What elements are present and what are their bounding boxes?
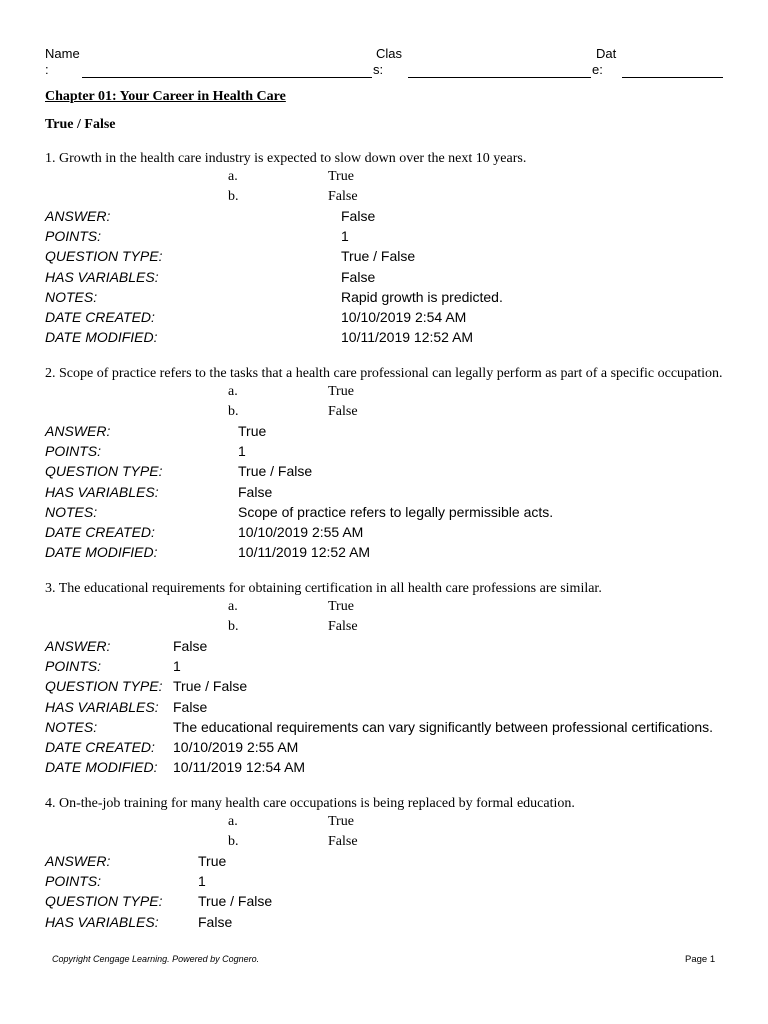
- date-created-row: [45, 307, 745, 327]
- option-letter: a.: [228, 384, 238, 399]
- date-created-label: DATE CREATED:: [45, 523, 155, 540]
- option-letter: b.: [228, 188, 239, 204]
- date-modified-row: [45, 757, 745, 777]
- has-variables-label: HAS VARIABLES:: [45, 698, 159, 715]
- points-value: 1: [341, 228, 349, 245]
- notes-value: Rapid growth is predicted.: [341, 288, 503, 305]
- option-b: [45, 402, 745, 422]
- has-variables-row: [45, 697, 745, 717]
- date-created-value: 10/10/2019 2:54 AM: [341, 308, 467, 325]
- has-variables-value: False: [238, 483, 273, 500]
- option-value: False: [328, 618, 358, 634]
- answer-label: ANSWER:: [45, 853, 111, 869]
- date-modified-row: [45, 542, 745, 562]
- name-label: Name: [45, 46, 80, 61]
- points-label: POINTS:: [45, 443, 102, 460]
- option-b: [45, 187, 745, 207]
- date-modified-value: 10/11/2019 12:52 AM: [238, 544, 371, 561]
- points-label: POINTS:: [45, 873, 102, 890]
- footer-copyright: Copyright Cengage Learning. Powered by Cognero.: [52, 954, 260, 964]
- answer-label: ANSWER:: [45, 423, 111, 439]
- option-letter: a.: [228, 169, 238, 184]
- option-a: [45, 812, 745, 832]
- option-letter: b.: [228, 403, 239, 419]
- notes-row: [45, 287, 745, 307]
- has-variables-row: [45, 912, 745, 932]
- points-row: [45, 441, 745, 461]
- section-title: True / False: [45, 117, 116, 132]
- has-variables-value: False: [173, 698, 208, 715]
- has-variables-label: HAS VARIABLES:: [45, 483, 159, 500]
- notes-value: The educational requirements can vary significantly between professional certifications.: [173, 718, 714, 735]
- option-value: False: [328, 833, 358, 849]
- points-label: POINTS:: [45, 658, 102, 675]
- question-type-label: QUESTION TYPE:: [45, 463, 163, 480]
- option-a: [45, 597, 745, 617]
- answer-row: [45, 206, 745, 226]
- option-value: True: [328, 384, 354, 399]
- notes-row: [45, 717, 745, 737]
- question-4: [45, 796, 745, 932]
- points-value: 1: [238, 443, 246, 460]
- question-type-value: True / False: [341, 248, 416, 265]
- date-modified-label: DATE MODIFIED:: [45, 759, 158, 776]
- question-type-row: [45, 676, 745, 696]
- points-value: 1: [173, 658, 181, 675]
- has-variables-row: [45, 267, 745, 287]
- has-variables-label: HAS VARIABLES:: [45, 913, 159, 930]
- date-created-row: [45, 522, 745, 542]
- date-label: Dat: [596, 46, 617, 61]
- answer-value: True: [198, 853, 227, 869]
- notes-label: NOTES:: [45, 718, 98, 735]
- question-type-label: QUESTION TYPE:: [45, 248, 163, 265]
- class-underline: [408, 77, 591, 78]
- name-label-colon: :: [45, 62, 49, 77]
- has-variables-value: False: [198, 913, 233, 930]
- date-modified-label: DATE MODIFIED:: [45, 544, 158, 561]
- date-created-value: 10/10/2019 2:55 AM: [173, 738, 299, 755]
- option-value: False: [328, 188, 358, 204]
- question-type-value: True / False: [198, 893, 273, 910]
- points-label: POINTS:: [45, 228, 102, 245]
- answer-value: False: [341, 208, 376, 224]
- notes-value: Scope of practice refers to legally permissible acts.: [238, 503, 554, 520]
- answer-label: ANSWER:: [45, 638, 111, 654]
- answer-value: True: [238, 423, 267, 439]
- question-3: [45, 581, 745, 777]
- question-type-label: QUESTION TYPE:: [45, 678, 163, 695]
- date-underline: [622, 77, 723, 78]
- notes-row: [45, 502, 745, 522]
- option-b: [45, 617, 745, 637]
- option-b: [45, 832, 745, 852]
- option-letter: a.: [228, 599, 238, 614]
- notes-label: NOTES:: [45, 288, 98, 305]
- option-a: [45, 167, 745, 187]
- option-letter: a.: [228, 814, 238, 829]
- option-letter: b.: [228, 618, 239, 634]
- class-label: Clas: [376, 46, 403, 61]
- points-row: [45, 656, 745, 676]
- has-variables-value: False: [341, 268, 376, 285]
- date-modified-value: 10/11/2019 12:52 AM: [341, 329, 474, 346]
- date-modified-row: [45, 327, 745, 347]
- points-row: [45, 226, 745, 246]
- answer-row: [45, 421, 745, 441]
- question-type-row: [45, 246, 745, 266]
- question-1: [45, 151, 745, 347]
- question-2: [45, 366, 745, 562]
- option-value: True: [328, 599, 354, 614]
- option-value: True: [328, 814, 354, 829]
- question-type-value: True / False: [173, 678, 248, 695]
- answer-row: [45, 636, 745, 656]
- class-label-suffix: s:: [373, 62, 384, 77]
- name-underline: [82, 77, 372, 78]
- question-type-label: QUESTION TYPE:: [45, 893, 163, 910]
- notes-label: NOTES:: [45, 503, 98, 520]
- question-text: 2. Scope of practice refers to the tasks that a health care professional can legally perform as part of a specific occupation.: [45, 366, 723, 381]
- date-created-label: DATE CREATED:: [45, 738, 155, 755]
- date-created-label: DATE CREATED:: [45, 308, 155, 325]
- date-modified-label: DATE MODIFIED:: [45, 329, 158, 346]
- footer-page-number: Page 1: [685, 954, 716, 965]
- answer-label: ANSWER:: [45, 208, 111, 224]
- question-type-row: [45, 891, 745, 911]
- points-value: 1: [198, 873, 206, 890]
- question-text: 4. On-the-job training for many health care occupations is being replaced by formal education.: [45, 796, 575, 811]
- option-a: [45, 382, 745, 402]
- has-variables-label: HAS VARIABLES:: [45, 268, 159, 285]
- question-text: 1. Growth in the health care industry is expected to slow down over the next 10 years.: [45, 151, 527, 166]
- answer-value: False: [173, 638, 208, 654]
- option-value: False: [328, 403, 358, 419]
- date-created-row: [45, 737, 745, 757]
- chapter-title: Chapter 01: Your Career in Health Care: [45, 89, 286, 104]
- option-letter: b.: [228, 833, 239, 849]
- points-row: [45, 871, 745, 891]
- option-value: True: [328, 169, 354, 184]
- question-text: 3. The educational requirements for obtaining certification in all health care professions are similar.: [45, 581, 602, 596]
- question-type-value: True / False: [238, 463, 313, 480]
- date-label-suffix: e:: [592, 62, 603, 77]
- has-variables-row: [45, 482, 745, 502]
- question-type-row: [45, 461, 745, 481]
- date-modified-value: 10/11/2019 12:54 AM: [173, 759, 306, 776]
- date-created-value: 10/10/2019 2:55 AM: [238, 523, 364, 540]
- answer-row: [45, 851, 745, 871]
